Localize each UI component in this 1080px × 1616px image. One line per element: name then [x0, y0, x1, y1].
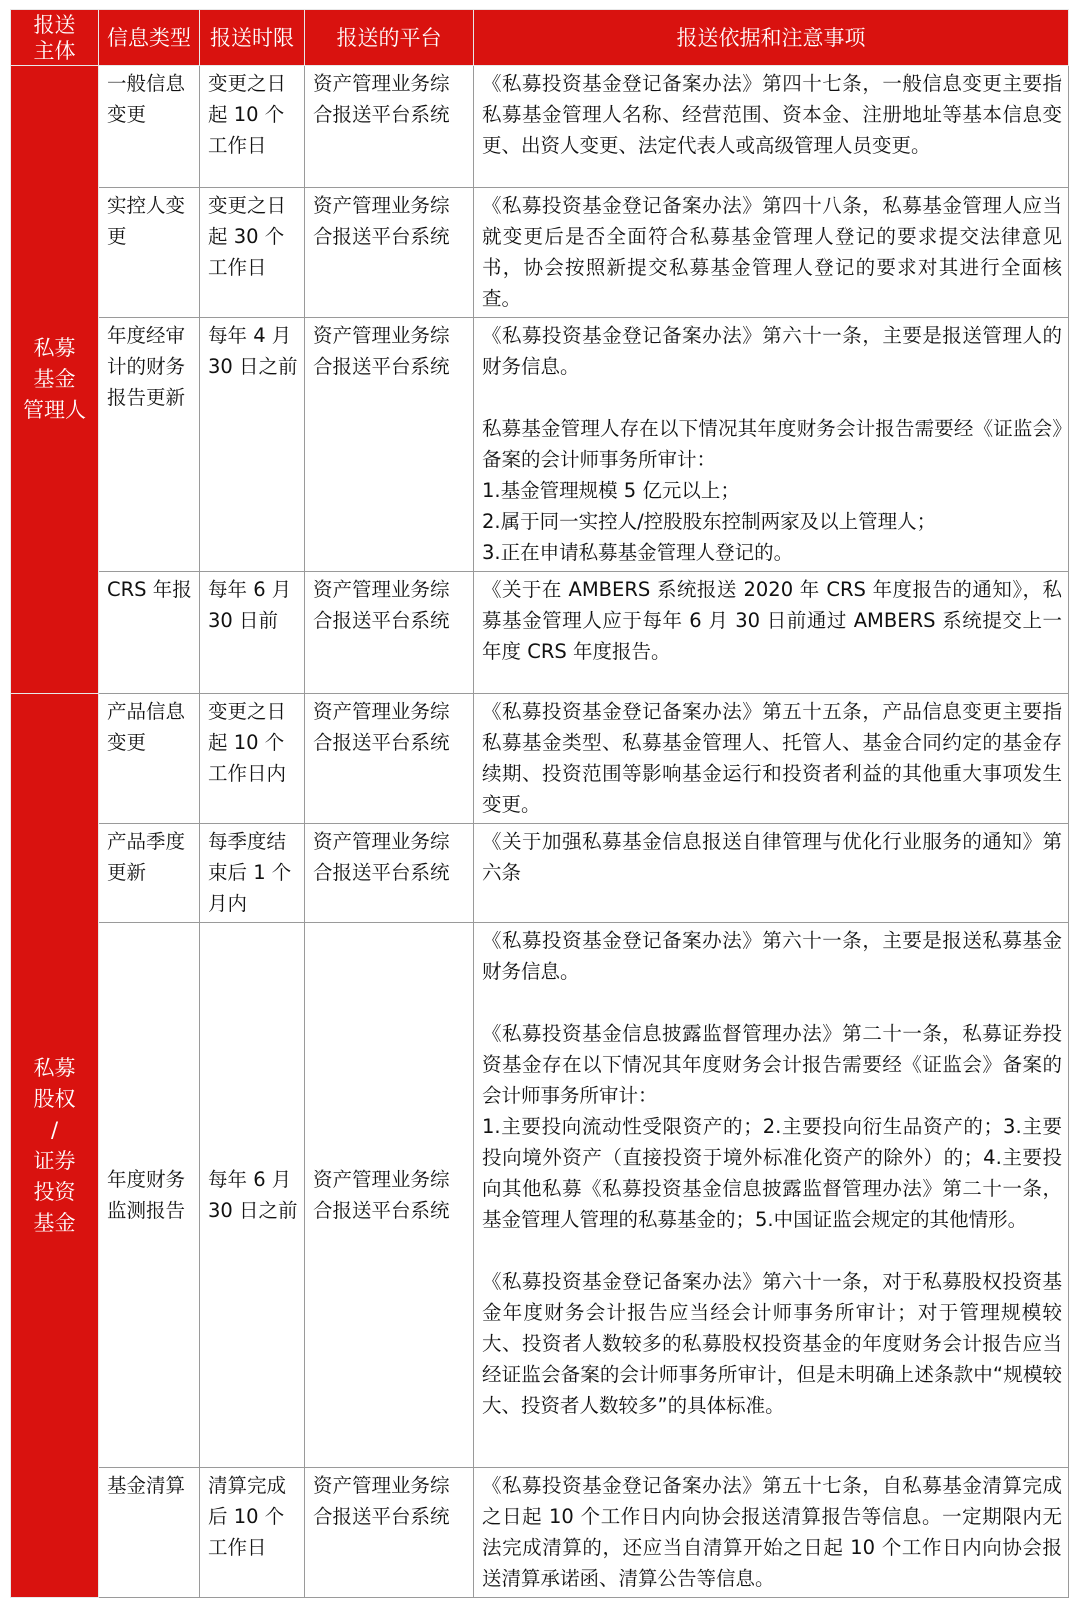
subject-line: /	[50, 1117, 59, 1142]
basis-paragraph: 《私募投资基金登记备案办法》第六十一条，对于私募股权投资基金年度财务会计报告应当经会计师事务所审计；对于管理规模较大、投资者人数较多的私募股权投资基金的年度财务会计报告应当经证监会备案的会计师事务所审计，但是未明确上述条款中“规模较大、投资者人数较多”的具体标准。	[482, 1270, 1062, 1417]
platform-text: 资产管理业务综合报送平台系统	[313, 1474, 450, 1528]
basis-paragraph: 《私募投资基金登记备案办法》第五十五条，产品信息变更主要指私募基金类型、私募基金管理人、托管人、基金合同约定的基金存续期、投资范围等影响基金运行和投资者利益的其他重大事项发生变更。	[482, 700, 1062, 816]
header-deadline: 报送时限	[200, 10, 305, 66]
deadline-text: 每季度结束后 1 个月内	[208, 830, 292, 915]
platform-text: 资产管理业务综合报送平台系统	[313, 700, 450, 754]
table-header-row	[11, 10, 1069, 66]
basis-paragraph: 《私募投资基金登记备案办法》第四十八条，私募基金管理人应当就变更后是否全面符合私募基金管理人登记的要求提交法律意见书，协会按照新提交私募基金管理人登记的要求对其进行全面核查。	[482, 194, 1062, 310]
platform-text: 资产管理业务综合报送平台系统	[313, 1167, 450, 1222]
platform-cell	[305, 824, 474, 923]
header-subject-line: 主体	[33, 38, 76, 63]
deadline-cell	[200, 66, 305, 188]
table-row	[11, 824, 1069, 923]
type-text: 年度财务监测报告	[107, 1167, 186, 1222]
header-type: 信息类型	[99, 10, 200, 66]
subject-line: 私募	[33, 336, 76, 360]
type-text: 一般信息变更	[107, 72, 186, 126]
subject-cell	[11, 66, 99, 694]
deadline-text: 变更之日起 10 个工作日	[208, 72, 287, 157]
type-cell	[99, 572, 200, 694]
header-subject-line: 报送	[33, 12, 76, 37]
basis-cell	[474, 694, 1069, 824]
type-text: 产品信息变更	[107, 700, 186, 754]
table-row	[11, 572, 1069, 694]
basis-text	[474, 572, 1068, 670]
type-text: 年度经审计的财务报告更新	[107, 324, 186, 409]
basis-text	[474, 923, 1068, 1424]
basis-paragraph: 私募基金管理人存在以下情况其年度财务会计报告需要经《证监会》备案的会计师事务所审计： 1.基金管理规模 5 亿元以上； 2.属于同一实控人/控股股东控制两家及以上管理人； 3.正在申请私募基金管理人登记的。	[482, 417, 1062, 564]
platform-cell	[305, 318, 474, 572]
basis-text	[474, 694, 1068, 823]
platform-cell	[305, 66, 474, 188]
basis-cell	[474, 66, 1069, 188]
subject-line: 投资	[33, 1179, 76, 1204]
header-subject	[11, 10, 99, 66]
platform-cell	[305, 188, 474, 318]
platform-cell	[305, 1468, 474, 1598]
reporting-requirements-table	[10, 9, 1069, 1598]
platform-cell	[305, 923, 474, 1468]
type-text: CRS 年报	[107, 578, 192, 601]
type-cell	[99, 318, 200, 572]
type-text: 基金清算	[107, 1474, 186, 1497]
basis-paragraph: 《关于加强私募基金信息报送自律管理与优化行业服务的通知》第六条	[482, 830, 1062, 884]
reporting-requirements-table-container	[10, 9, 1070, 1598]
type-cell	[99, 66, 200, 188]
subject-line: 管理人	[23, 398, 86, 422]
type-cell	[99, 694, 200, 824]
basis-text	[474, 1468, 1068, 1597]
type-cell	[99, 824, 200, 923]
platform-text: 资产管理业务综合报送平台系统	[313, 324, 450, 378]
platform-text: 资产管理业务综合报送平台系统	[313, 194, 450, 248]
deadline-text: 变更之日起 30 个工作日	[208, 194, 287, 279]
basis-paragraph: 《关于在 AMBERS 系统报送 2020 年 CRS 年度报告的通知》，私募基金管理人应于每年 6 月 30 日前通过 AMBERS 系统提交上一年度 CRS 年度报告。	[482, 578, 1062, 663]
subject-line: 私募	[33, 1055, 76, 1080]
deadline-cell	[200, 923, 305, 1468]
deadline-cell	[200, 694, 305, 824]
basis-text	[474, 66, 1068, 164]
deadline-text: 变更之日起 10 个工作日内	[208, 700, 287, 785]
basis-paragraph: 《私募投资基金登记备案办法》第四十七条，一般信息变更主要指私募基金管理人名称、经营范围、资本金、注册地址等基本信息变更、出资人变更、法定代表人或高级管理人员变更。	[482, 72, 1062, 157]
basis-paragraph: 《私募投资基金信息披露监督管理办法》第二十一条，私募证券投资基金存在以下情况其年度财务会计报告需要经《证监会》备案的会计师事务所审计： 1.主要投向流动性受限资产的；2.主要投向衍生品资产的；3.主要投向境外资产（直接投资于境外标准化资产的除外）的；4.主要投向其他私募《私募投资基金信息披露监督管理办法》第二十一条，基金管理人管理的私募基金的；5.中国证监会规定的其他情形。	[482, 1022, 1062, 1231]
table-row	[11, 923, 1069, 1468]
subject-cell	[11, 694, 99, 1598]
basis-cell	[474, 1468, 1069, 1598]
type-text: 实控人变更	[107, 194, 186, 248]
basis-paragraph: 《私募投资基金登记备案办法》第六十一条，主要是报送私募基金财务信息。	[482, 929, 1062, 983]
basis-text	[474, 318, 1068, 571]
platform-text: 资产管理业务综合报送平台系统	[313, 578, 450, 632]
deadline-cell	[200, 572, 305, 694]
platform-cell	[305, 694, 474, 824]
deadline-text: 清算完成后 10 个工作日	[208, 1474, 287, 1559]
deadline-cell	[200, 824, 305, 923]
table-row	[11, 694, 1069, 824]
subject-line: 证券	[33, 1148, 76, 1173]
table-row	[11, 188, 1069, 318]
basis-cell	[474, 572, 1069, 694]
platform-cell	[305, 572, 474, 694]
deadline-text: 每年 4 月 30 日之前	[208, 324, 298, 378]
basis-text	[474, 188, 1068, 317]
basis-paragraph: 《私募投资基金登记备案办法》第五十七条，自私募基金清算完成之日起 10 个工作日内向协会报送清算报告等信息。一定期限内无法完成清算的，还应当自清算开始之日起 10 个工作日内向协会报送清算承诺函、清算公告等信息。	[482, 1474, 1062, 1590]
subject-line: 基金	[33, 1210, 76, 1235]
type-cell	[99, 1468, 200, 1598]
header-platform: 报送的平台	[305, 10, 474, 66]
basis-paragraph: 《私募投资基金登记备案办法》第六十一条，主要是报送管理人的财务信息。	[482, 324, 1062, 378]
subject-line: 股权	[33, 1086, 76, 1111]
type-cell	[99, 188, 200, 318]
deadline-cell	[200, 1468, 305, 1598]
table-row	[11, 66, 1069, 188]
platform-text: 资产管理业务综合报送平台系统	[313, 830, 450, 884]
deadline-cell	[200, 188, 305, 318]
basis-cell	[474, 923, 1069, 1468]
header-basis: 报送依据和注意事项	[474, 10, 1069, 66]
table-row	[11, 318, 1069, 572]
deadline-text: 每年 6 月 30 日前	[208, 578, 298, 632]
basis-text	[474, 824, 1068, 891]
basis-cell	[474, 188, 1069, 318]
table-body	[11, 66, 1069, 1598]
table-row	[11, 1468, 1069, 1598]
basis-cell	[474, 318, 1069, 572]
subject-line: 基金	[33, 367, 76, 391]
type-cell	[99, 923, 200, 1468]
basis-cell	[474, 824, 1069, 923]
type-text: 产品季度更新	[107, 830, 186, 884]
platform-text: 资产管理业务综合报送平台系统	[313, 72, 450, 126]
deadline-cell	[200, 318, 305, 572]
deadline-text: 每年 6 月 30 日之前	[208, 1167, 298, 1222]
